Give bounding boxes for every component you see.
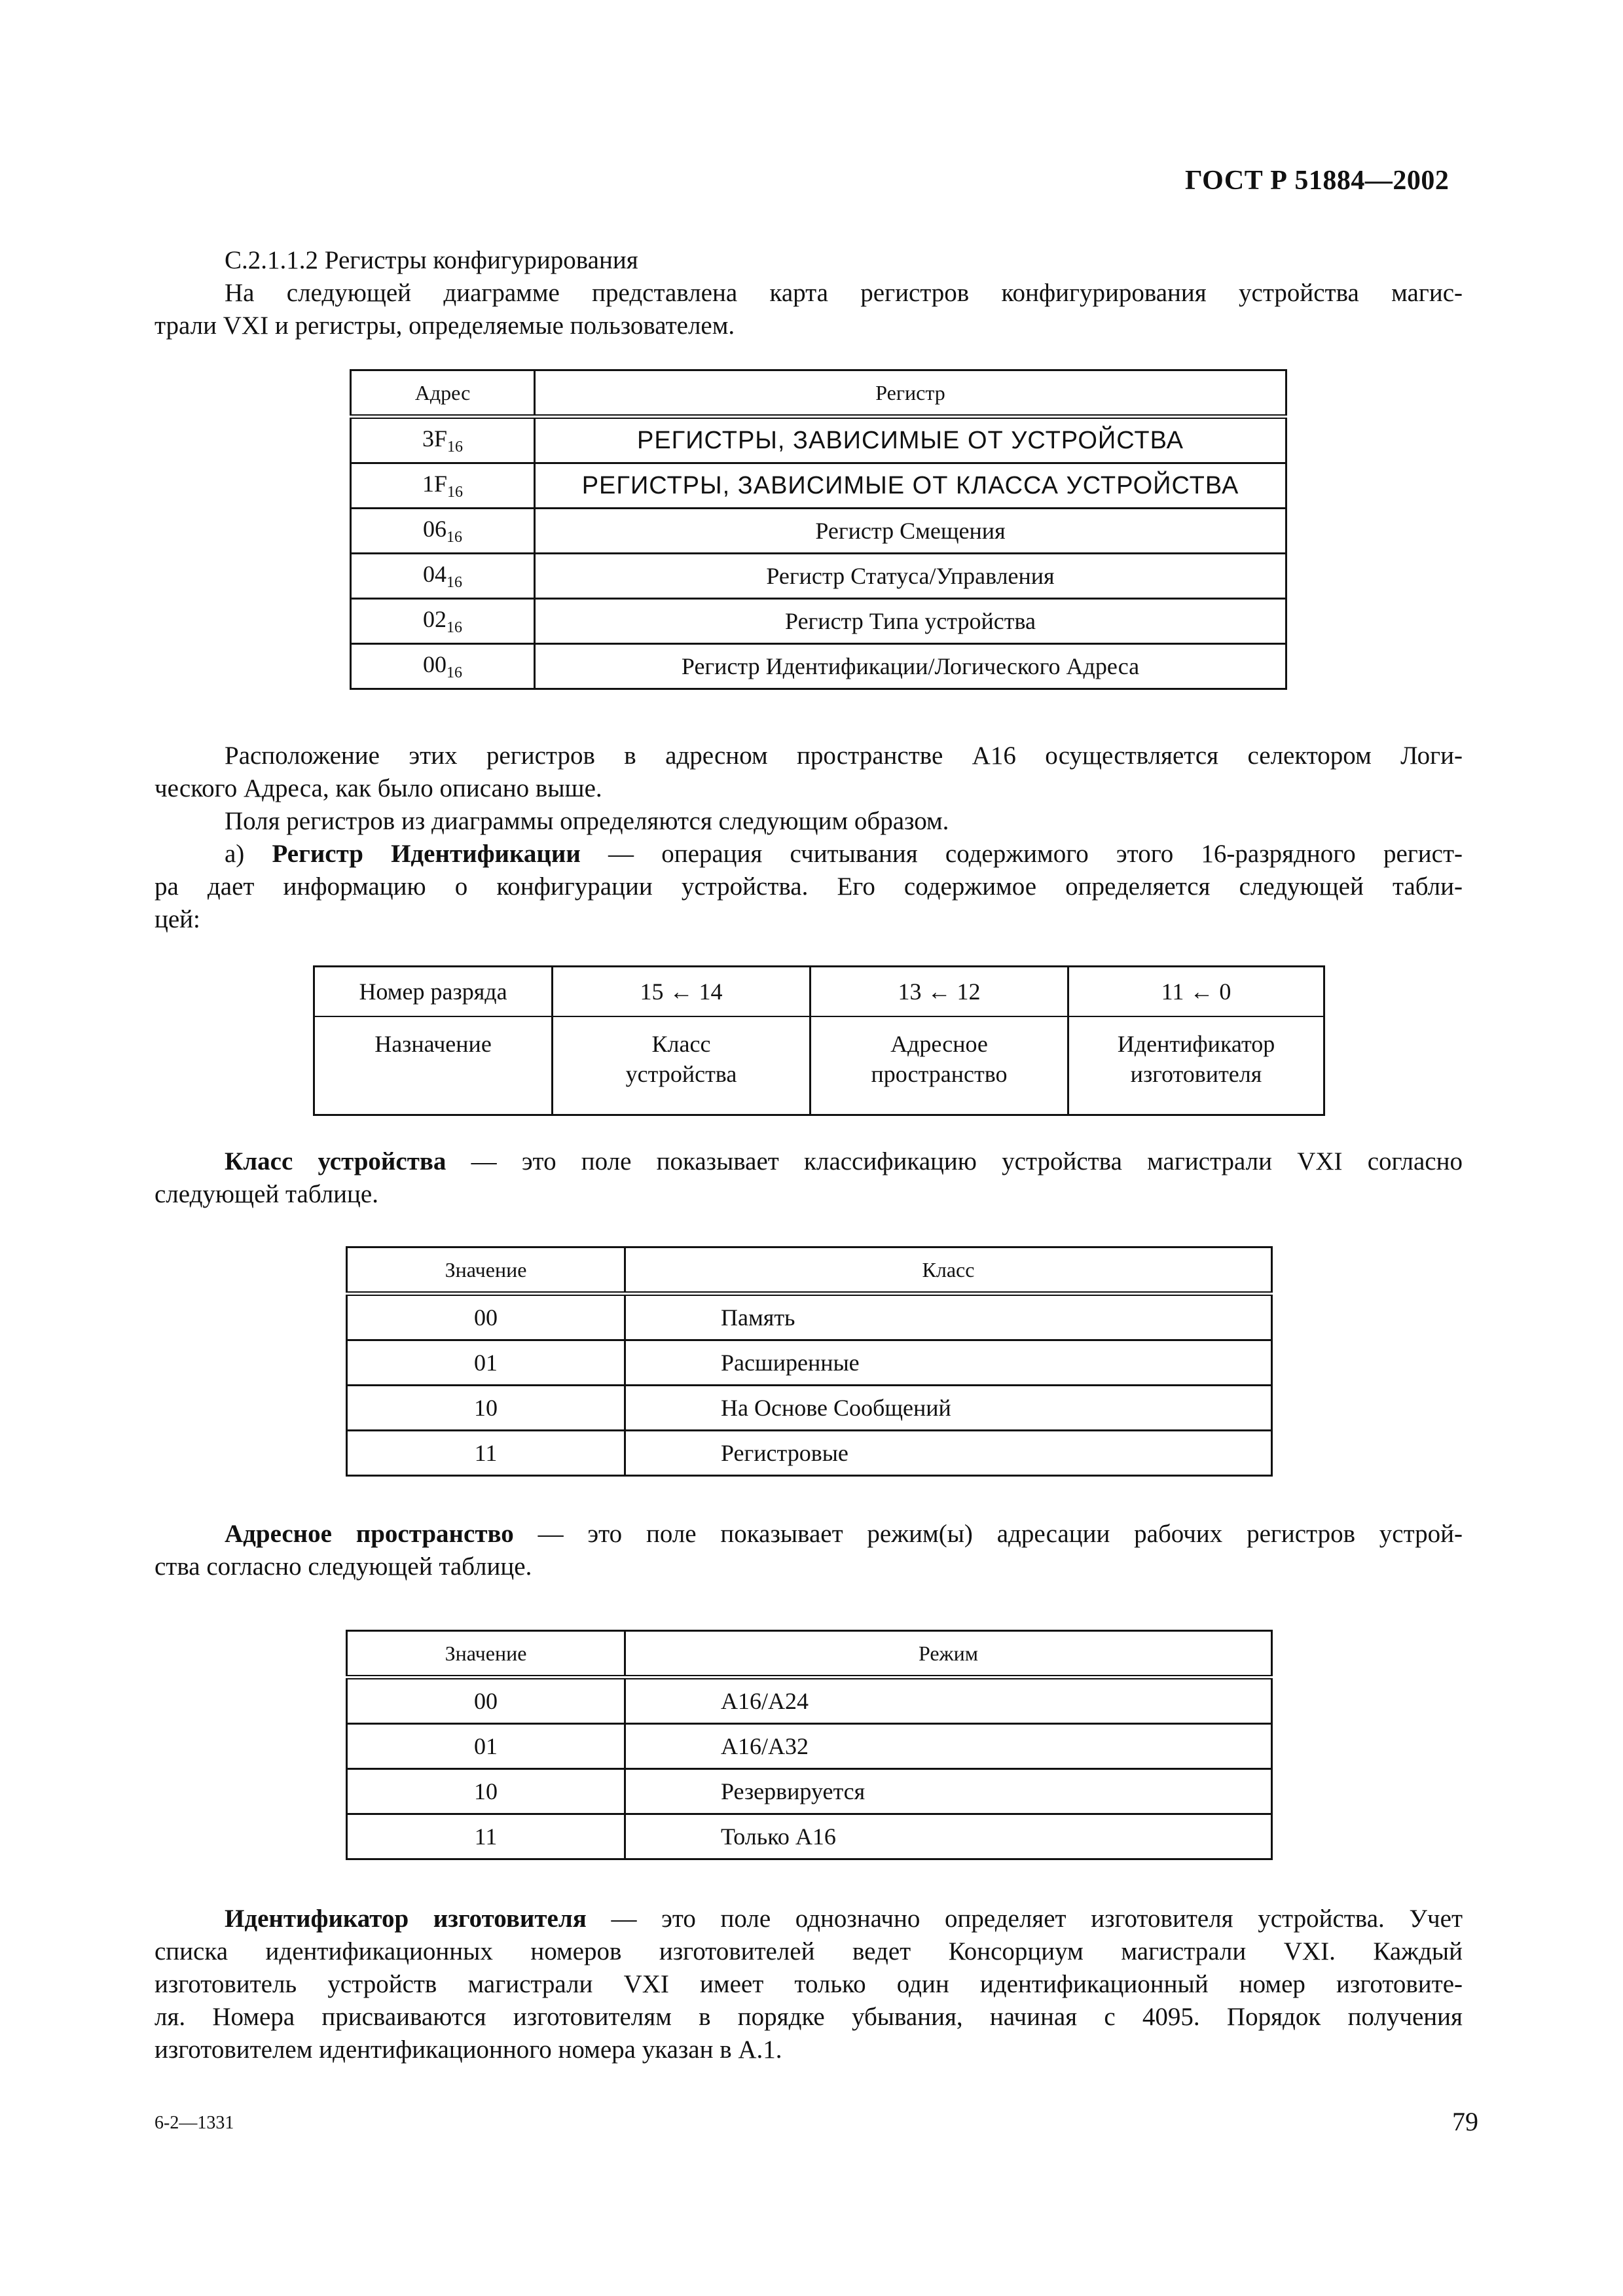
class-para-line-1: Класс устройства — это поле показывает классификацию устройства магистрали VXI согласно bbox=[225, 1147, 1463, 1175]
id-register-para-line-2: ра дает информацию о конфигурации устройства. Его содержимое определяется следующей табли- bbox=[155, 872, 1463, 901]
table-row bbox=[347, 1294, 1272, 1340]
class-label: На Основе Сообщений bbox=[625, 1386, 1272, 1431]
class-value: 11 bbox=[347, 1431, 625, 1476]
mode-value: 01 bbox=[347, 1724, 625, 1769]
manufacturer-para-line-2: списка идентификационных номеров изготовителей ведет Консорциум магистрали VXI. Каждый bbox=[155, 1937, 1463, 1965]
register-address: $06_{16}$ bbox=[351, 509, 535, 554]
manufacturer-para-line-4: ля. Номера присваиваются изготовителям в порядке убывания, начиная с 4095. Порядок получения bbox=[155, 2003, 1463, 2031]
bit-range: 11 ← 0 bbox=[1068, 967, 1324, 1017]
id-register-para-line-1: а) Регистр Идентификации — операция считывания содержимого этого 16-разрядного регист- bbox=[225, 840, 1463, 868]
class-label: Регистровые bbox=[625, 1431, 1272, 1476]
document-standard-id: ГОСТ Р 51884—2002 bbox=[1185, 166, 1450, 196]
mode-value: 00 bbox=[347, 1677, 625, 1724]
device-class-table bbox=[346, 1246, 1273, 1477]
class-label: Расширенные bbox=[625, 1340, 1272, 1386]
fields-para: Поля регистров из диаграммы определяются следующим образом. bbox=[225, 807, 949, 835]
column-header-register: Регистр bbox=[535, 370, 1286, 417]
register-map-table bbox=[350, 369, 1287, 690]
intro-line-2: трали VXI и регистры, определяемые пользователем. bbox=[155, 312, 735, 340]
bit-row-label: Номер разряда bbox=[314, 967, 553, 1017]
class-table-header-row bbox=[347, 1247, 1272, 1294]
id-register-para-line-3: цей: bbox=[155, 905, 200, 933]
class-value: 01 bbox=[347, 1340, 625, 1386]
column-header-mode: Режим bbox=[625, 1631, 1272, 1677]
location-para-line-1: Расположение этих регистров в адресном пространстве А16 осуществляется селектором Логи- bbox=[225, 742, 1463, 770]
bit-purpose: Идентификатор изготовителя bbox=[1068, 1016, 1324, 1115]
register-address: $00_{16}$ bbox=[351, 644, 535, 689]
table-row bbox=[347, 1677, 1272, 1724]
register-address: $04_{16}$ bbox=[351, 554, 535, 599]
addr-space-para-line-1: Адресное пространство — это поле показывает режим(ы) адресации рабочих регистров устрой- bbox=[225, 1520, 1463, 1548]
table-row bbox=[347, 1769, 1272, 1814]
class-value: 10 bbox=[347, 1386, 625, 1431]
table-row bbox=[347, 1386, 1272, 1431]
table-row bbox=[347, 1814, 1272, 1859]
register-name: Регистр Типа устройства bbox=[535, 599, 1286, 644]
register-name: РЕГИСТРЫ, ЗАВИСИМЫЕ ОТ КЛАССА УСТРОЙСТВА bbox=[535, 463, 1286, 509]
table-row bbox=[351, 463, 1286, 509]
column-header-value: Значение bbox=[347, 1247, 625, 1294]
manufacturer-para-line-5: изготовителем идентификационного номера указан в А.1. bbox=[155, 2036, 782, 2064]
section-heading: С.2.1.1.2 Регистры конфигурирования bbox=[225, 246, 638, 274]
bit-assignment-table bbox=[313, 965, 1325, 1116]
print-code: 6-2—1331 bbox=[155, 2113, 234, 2133]
intro-line-1: На следующей диаграмме представлена карта регистров конфигурирования устройства магис- bbox=[225, 279, 1463, 307]
mode-label: А16/А24 bbox=[625, 1677, 1272, 1724]
bit-range: 15 ← 14 bbox=[553, 967, 811, 1017]
manufacturer-term: Идентификатор изготовителя bbox=[225, 1905, 587, 1933]
addr-space-para-line-2: ства согласно следующей таблице. bbox=[155, 1552, 532, 1581]
mode-table-header-row bbox=[347, 1631, 1272, 1677]
register-name: Регистр Идентификации/Логического Адреса bbox=[535, 644, 1286, 689]
table-row bbox=[351, 644, 1286, 689]
mode-label: Резервируется bbox=[625, 1769, 1272, 1814]
mode-label: Только А16 bbox=[625, 1814, 1272, 1859]
column-header-class: Класс bbox=[625, 1247, 1272, 1294]
id-register-term: Регистр Идентификации bbox=[272, 840, 581, 868]
page-number: 79 bbox=[1452, 2107, 1478, 2136]
bit-purpose: Класс устройства bbox=[553, 1016, 811, 1115]
register-address: $1F_{16}$ bbox=[351, 463, 535, 509]
register-name: Регистр Смещения bbox=[535, 509, 1286, 554]
table-row bbox=[351, 417, 1286, 463]
table-row bbox=[351, 554, 1286, 599]
column-header-address: Адрес bbox=[351, 370, 535, 417]
addr-space-term: Адресное пространство bbox=[225, 1520, 514, 1548]
class-label: Память bbox=[625, 1294, 1272, 1340]
table-row bbox=[347, 1431, 1272, 1476]
class-value: 00 bbox=[347, 1294, 625, 1340]
register-map-header-row bbox=[351, 370, 1286, 417]
register-address: $3F_{16}$ bbox=[351, 417, 535, 463]
mode-value: 10 bbox=[347, 1769, 625, 1814]
bit-number-row bbox=[314, 967, 1324, 1017]
class-term: Класс устройства bbox=[225, 1147, 447, 1175]
bit-range: 13 ← 12 bbox=[811, 967, 1068, 1017]
table-row bbox=[347, 1340, 1272, 1386]
register-address: $02_{16}$ bbox=[351, 599, 535, 644]
table-row bbox=[347, 1724, 1272, 1769]
bit-purpose: Адресное пространство bbox=[811, 1016, 1068, 1115]
manufacturer-para-line-3: изготовитель устройств магистрали VXI имеет только один идентификационный номер изготовите- bbox=[155, 1970, 1463, 1998]
table-row bbox=[351, 599, 1286, 644]
column-header-value: Значение bbox=[347, 1631, 625, 1677]
register-name: РЕГИСТРЫ, ЗАВИСИМЫЕ ОТ УСТРОЙСТВА bbox=[535, 417, 1286, 463]
class-para-line-2: следующей таблице. bbox=[155, 1180, 378, 1208]
manufacturer-para-line-1: Идентификатор изготовителя — это поле однозначно определяет изготовителя устройства. Учет bbox=[225, 1905, 1463, 1933]
purpose-row-label: Назначение bbox=[314, 1016, 553, 1115]
address-mode-table bbox=[346, 1630, 1273, 1860]
bit-purpose-row bbox=[314, 1016, 1324, 1115]
table-row bbox=[351, 509, 1286, 554]
mode-label: А16/А32 bbox=[625, 1724, 1272, 1769]
location-para-line-2: ческого Адреса, как было описано выше. bbox=[155, 774, 602, 802]
register-name: Регистр Статуса/Управления bbox=[535, 554, 1286, 599]
mode-value: 11 bbox=[347, 1814, 625, 1859]
